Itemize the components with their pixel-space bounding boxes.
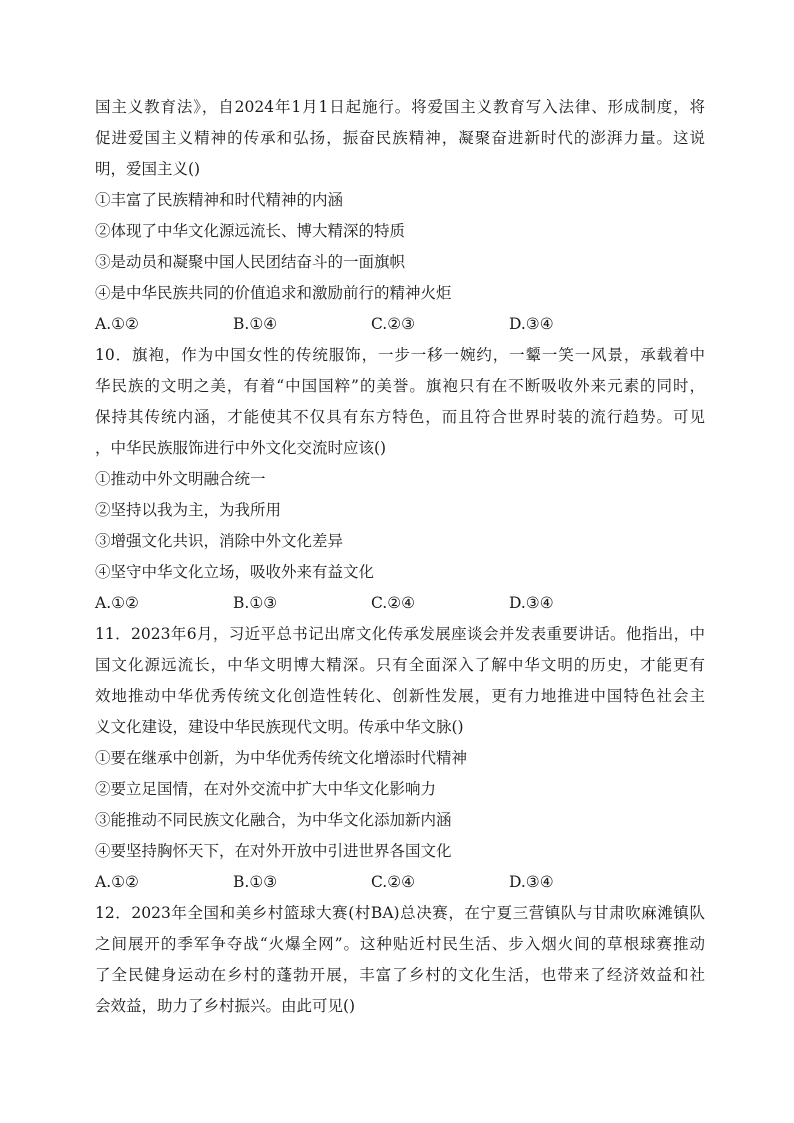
option-c: C.②③ [371, 315, 416, 333]
stem-line: 了全民健身运动在乡村的蓬勃开展，丰富了乡村的文化生活，也带来了经济效益和社 [95, 966, 705, 984]
answer-options [95, 309, 705, 340]
stem-line: 促进爱国主义精神的传承和弘扬，振奋民族精神，凝聚奋进新时代的澎湃力量。这说 [95, 129, 705, 147]
stem-line: 10．旗袍，作为中国女性的传统服饰，一步一移一婉约，一颦一笑一风景，承载着中 [95, 346, 705, 364]
statement-4: ④是中华民族共同的价值追求和激励前行的精神火炬 [95, 284, 452, 302]
stem-line: 11．2023年6月，习近平总书记出席文化传承发展座谈会并发表重要讲话。他指出，中 [95, 625, 705, 643]
stem-line: 义文化建设，建设中华民族现代文明。传承中华文脉() [95, 718, 464, 736]
question-10 [95, 340, 705, 619]
stem-line: 国主义教育法》，自2024年1月1日起施行。将爱国主义教育写入法律、形成制度，将 [95, 98, 705, 116]
option-b: B.①③ [233, 873, 278, 891]
statement-2: ②体现了中华文化源远流长、博大精深的特质 [95, 222, 406, 240]
option-d: D.③④ [509, 594, 554, 612]
stem-line: 12．2023年全国和美乡村篮球大赛(村BA)总决赛，在宁夏三营镇队与甘肃吹麻滩镇队 [95, 904, 705, 922]
statement-3: ③能推动不同民族文化融合，为中华文化添加新内涵 [95, 811, 452, 829]
option-c: C.②④ [371, 594, 416, 612]
stem-line: 明，爱国主义() [95, 160, 201, 178]
document-page [95, 92, 705, 1022]
stem-line: 之间展开的季军争夺战“火爆全网”。这种贴近村民生活、步入烟火间的草根球赛推动 [95, 935, 705, 953]
option-a: A.①② [95, 873, 139, 891]
statement-2: ②坚持以我为主，为我所用 [95, 501, 282, 519]
statement-4: ④坚守中华文化立场，吸收外来有益文化 [95, 563, 375, 581]
answer-options [95, 867, 705, 898]
answer-options [95, 588, 705, 619]
option-a: A.①② [95, 315, 139, 333]
option-d: D.③④ [509, 315, 554, 333]
question-11 [95, 619, 705, 898]
option-b: B.①④ [233, 315, 278, 333]
statement-3: ③增强文化共识，消除中外文化差异 [95, 532, 344, 550]
question-12 [95, 898, 705, 1022]
option-c: C.②④ [371, 873, 416, 891]
statement-3: ③是动员和凝聚中国人民团结奋斗的一面旗帜 [95, 253, 406, 271]
stem-line: 会效益，助力了乡村振兴。由此可见() [95, 997, 356, 1015]
stem-line: ，中华民族服饰进行中外文化交流时应该() [95, 439, 387, 457]
statement-1: ①要在继承中创新，为中华优秀传统文化增添时代精神 [95, 749, 468, 767]
statement-4: ④要坚持胸怀天下，在对外开放中引进世界各国文化 [95, 842, 452, 860]
stem-line: 华民族的文明之美，有着“中国国粹”的美誉。旗袍只有在不断吸收外来元素的同时， [95, 377, 705, 395]
option-a: A.①② [95, 594, 139, 612]
statement-1: ①丰富了民族精神和时代精神的内涵 [95, 191, 344, 209]
statement-2: ②要立足国情，在对外交流中扩大中华文化影响力 [95, 780, 437, 798]
stem-line: 保持其传统内涵，才能使其不仅具有东方特色，而且符合世界时装的流行趋势。可见 [95, 408, 705, 426]
statement-1: ①推动中外文明融合统一 [95, 470, 266, 488]
option-b: B.①③ [233, 594, 278, 612]
stem-line: 效地推动中华优秀传统文化创造性转化、创新性发展，更有力地推进中国特色社会主 [95, 687, 705, 705]
option-d: D.③④ [509, 873, 554, 891]
question-9 [95, 92, 705, 340]
stem-line: 国文化源远流长，中华文明博大精深。只有全面深入了解中华文明的历史，才能更有 [95, 656, 705, 674]
